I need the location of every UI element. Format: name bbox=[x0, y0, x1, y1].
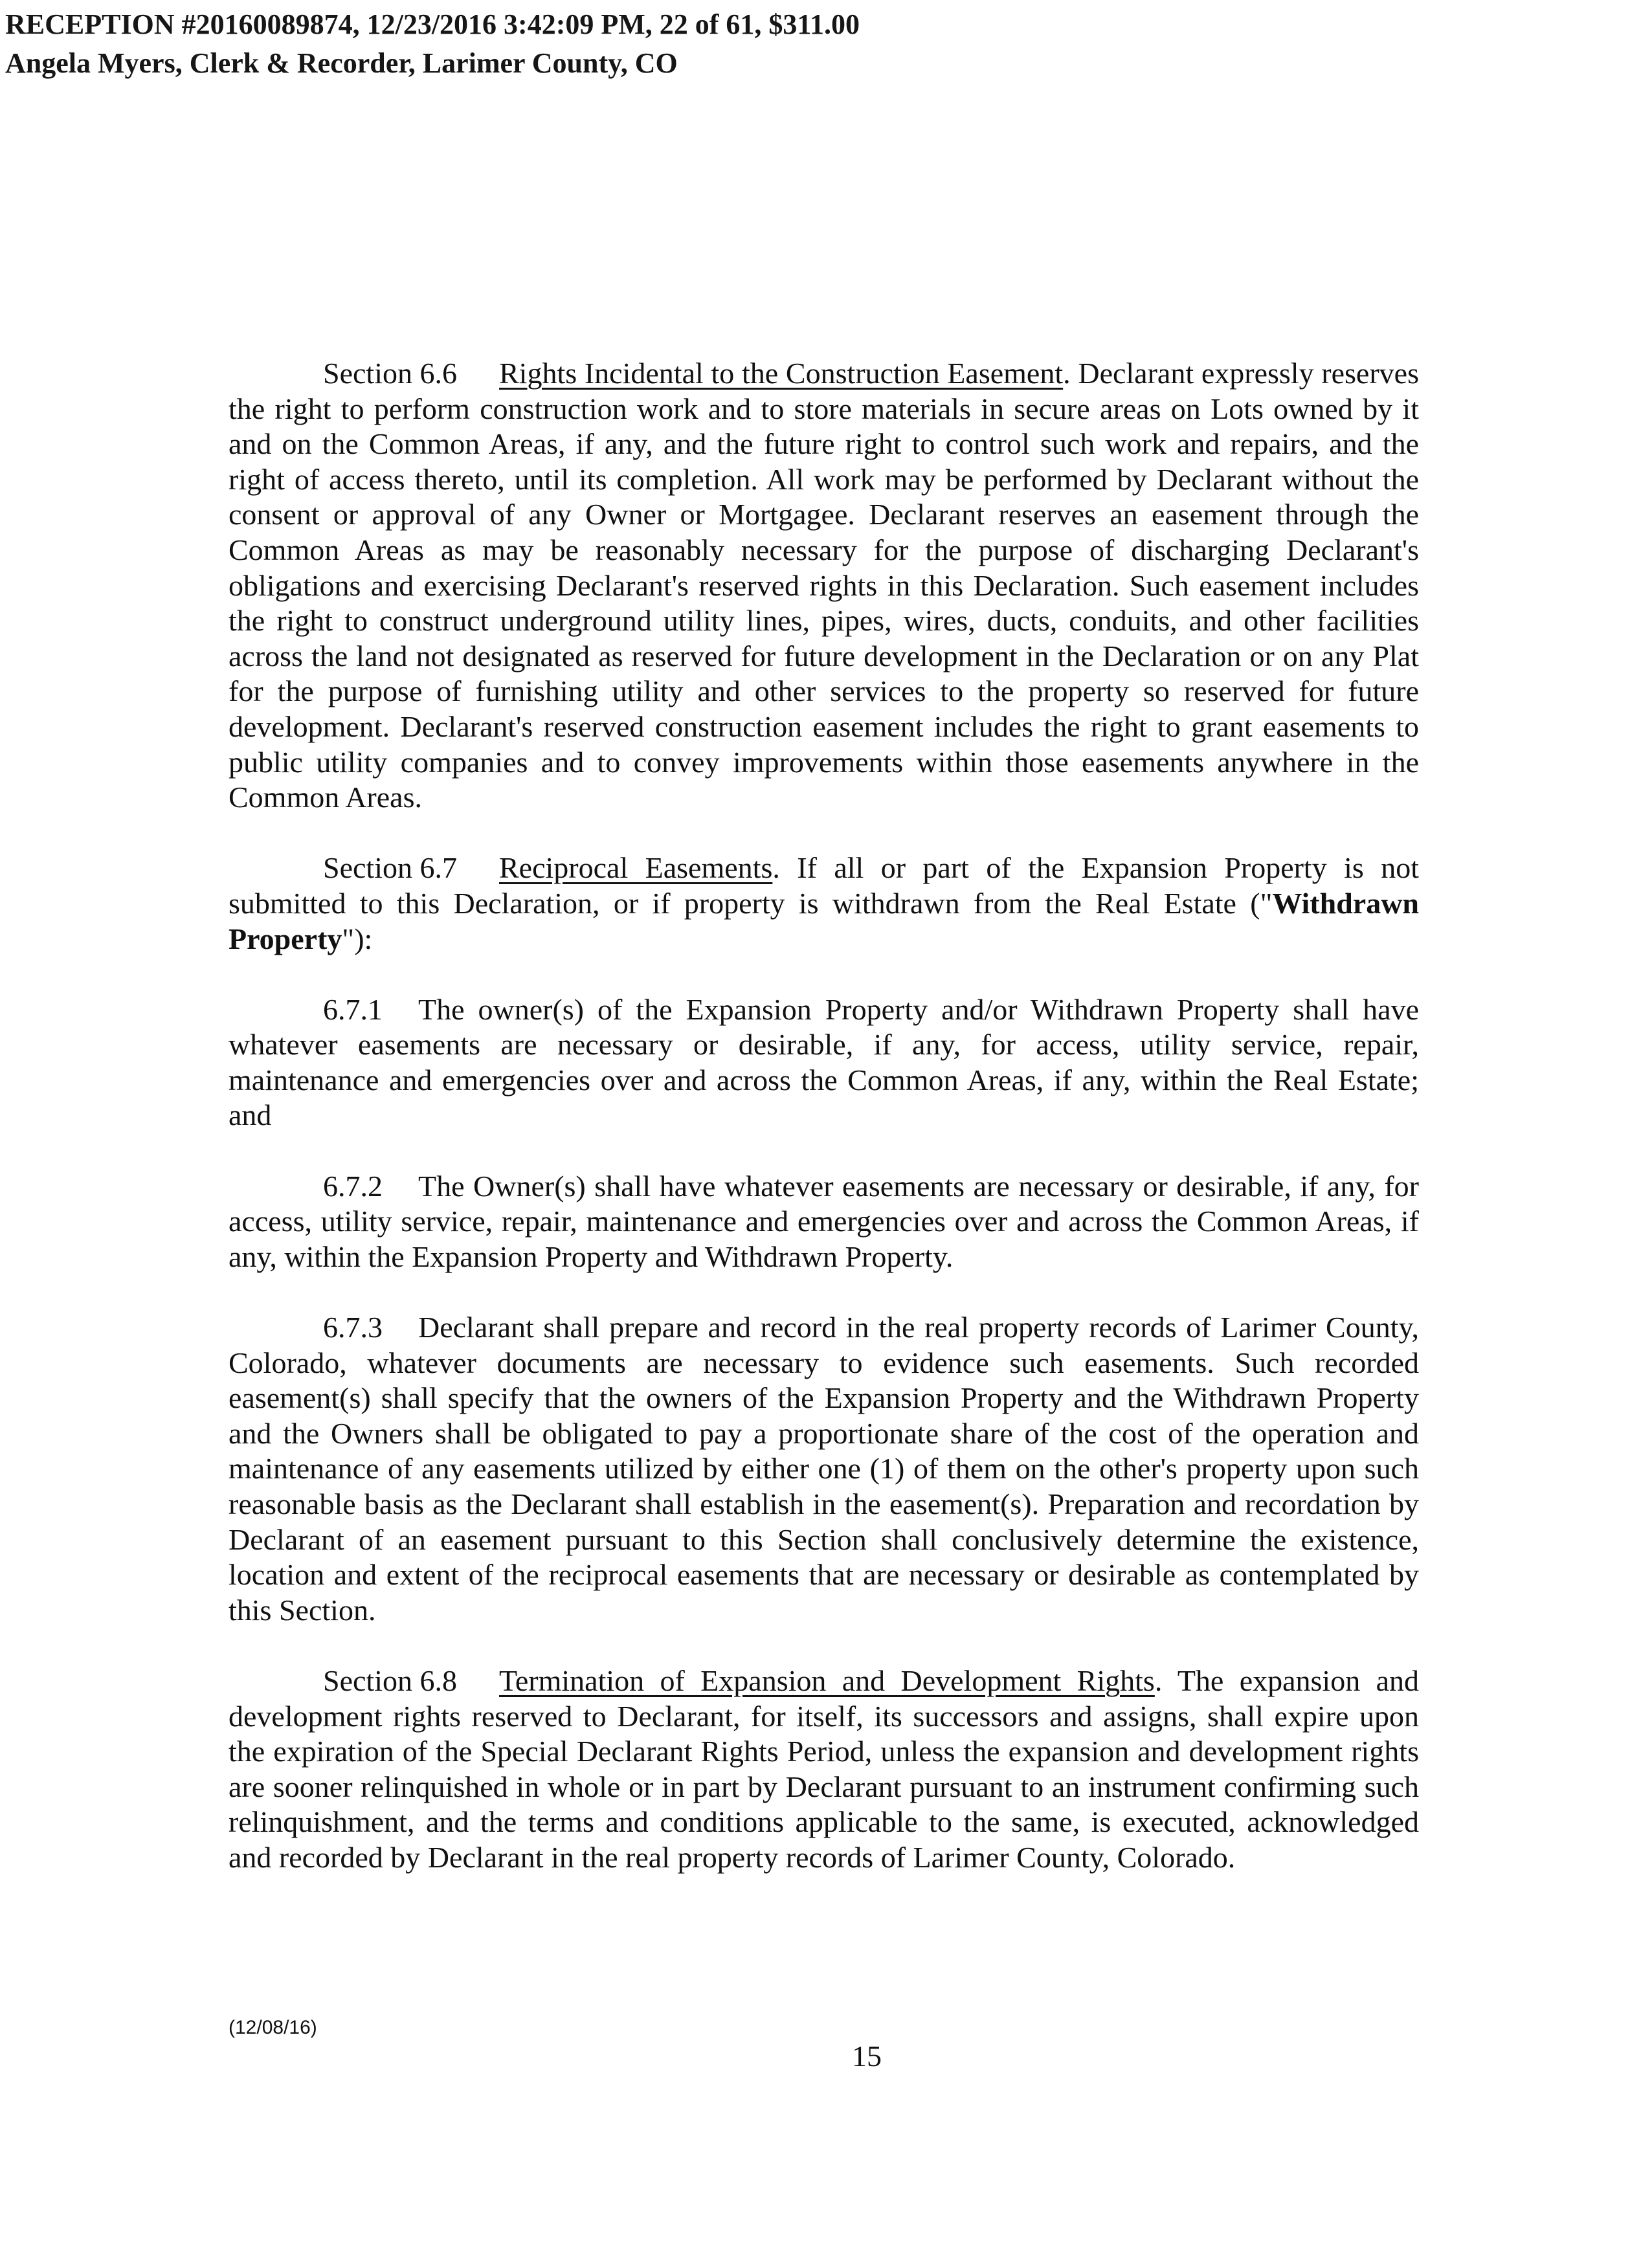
document-body bbox=[229, 356, 1419, 1911]
revision-date: (12/08/16) bbox=[229, 2017, 317, 2038]
defined-term: Withdrawn Property bbox=[229, 886, 1419, 955]
section-number: Section 6.7 bbox=[323, 851, 457, 885]
subsection-number: 6.7.2 bbox=[323, 1169, 383, 1203]
section-6-7 bbox=[229, 851, 1419, 957]
subsection-text: The Owner(s) shall have whatever easements are necessary or desirable, if any, for access, utility service, repair, maintenance and emergencies over and across the Common Areas, if any, within the Expansion Property and Withdrawn Property. bbox=[229, 1169, 1419, 1273]
section-heading: Reciprocal Easements bbox=[499, 851, 773, 885]
subsection-6-7-3 bbox=[229, 1310, 1419, 1628]
section-heading: Termination of Expansion and Development Rights bbox=[499, 1663, 1155, 1697]
page-number: 15 bbox=[852, 2040, 882, 2073]
section-text: . The expansion and development rights reserved to Declarant, for itself, its successors and assigns, shall expire upon the expiration of the Special Declarant Rights Period, unless the expansion and development rights are sooner relinquished in whole or in part by Declarant pursuant to an instrument confirming such relinquishment, and the terms and conditions applicable to the same, is executed, acknowledged and recorded by Declarant in the real property records of Larimer County, Colorado. bbox=[229, 1663, 1419, 1874]
subsection-text: Declarant shall prepare and record in the real property records of Larimer County, Colorado, whatever documents are necessary to evidence such easements. Such recorded easement(s) shall specify that the owners of the Expansion Property and the Withdrawn Property and the Owners shall be obligated to pay a proportionate share of the cost of the operation and maintenance of any easements utilized by either one (1) of them on the other's property upon such reasonable basis as the Declarant shall establish in the easement(s). Preparation and recordation by Declarant of an easement pursuant to this Section shall conclusively determine the existence, location and extent of the reciprocal easements that are necessary or desirable as contemplated by this Section. bbox=[229, 1311, 1419, 1627]
subsection-number: 6.7.1 bbox=[323, 992, 383, 1026]
reception-line: RECEPTION #20160089874, 12/23/2016 3:42:09 PM, 22 of 61, $311.00 bbox=[5, 8, 860, 40]
recorder-line: Angela Myers, Clerk & Recorder, Larimer County, CO bbox=[5, 47, 678, 79]
section-number: Section 6.6 bbox=[323, 357, 457, 390]
section-heading: Rights Incidental to the Construction Easement bbox=[499, 357, 1064, 390]
subsection-text: The owner(s) of the Expansion Property and/or Withdrawn Property shall have whatever easements are necessary or desirable, if any, for access, utility service, repair, maintenance and emergencies over and across the Common Areas, if any, within the Real Estate; and bbox=[229, 992, 1419, 1132]
section-text: . If all or part of the Expansion Property is not submitted to this Declaration, or if property is withdrawn from the Real Estate (" bbox=[229, 851, 1419, 920]
recording-stamp bbox=[5, 5, 860, 83]
subsection-6-7-1 bbox=[229, 992, 1419, 1133]
section-number: Section 6.8 bbox=[323, 1663, 457, 1697]
subsection-6-7-2 bbox=[229, 1169, 1419, 1275]
subsection-number: 6.7.3 bbox=[323, 1311, 383, 1344]
section-6-8 bbox=[229, 1663, 1419, 1876]
section-text-end: "): bbox=[342, 922, 373, 955]
section-6-6 bbox=[229, 356, 1419, 816]
section-text: . Declarant expressly reserves the right to perform construction work and to store materials in secure areas on Lots owned by it and on the Common Areas, if any, and the future right to control such work and repairs, and the right of access thereto, until its completion. All work may be performed by Declarant without the consent or approval of any Owner or Mortgagee. Declarant reserves an easement through the Common Areas as may be reasonably necessary for the purpose of discharging Declarant's obligations and exercising Declarant's reserved rights in this Declaration. Such easement includes the right to construct underground utility lines, pipes, wires, ducts, conduits, and other facilities across the land not designated as reserved for future development in the Declaration or on any Plat for the purpose of furnishing utility and other services to the property so reserved for future development. Declarant's reserved construction easement includes the right to grant easements to public utility companies and to convey improvements within those easements anywhere in the Common Areas. bbox=[229, 357, 1419, 814]
